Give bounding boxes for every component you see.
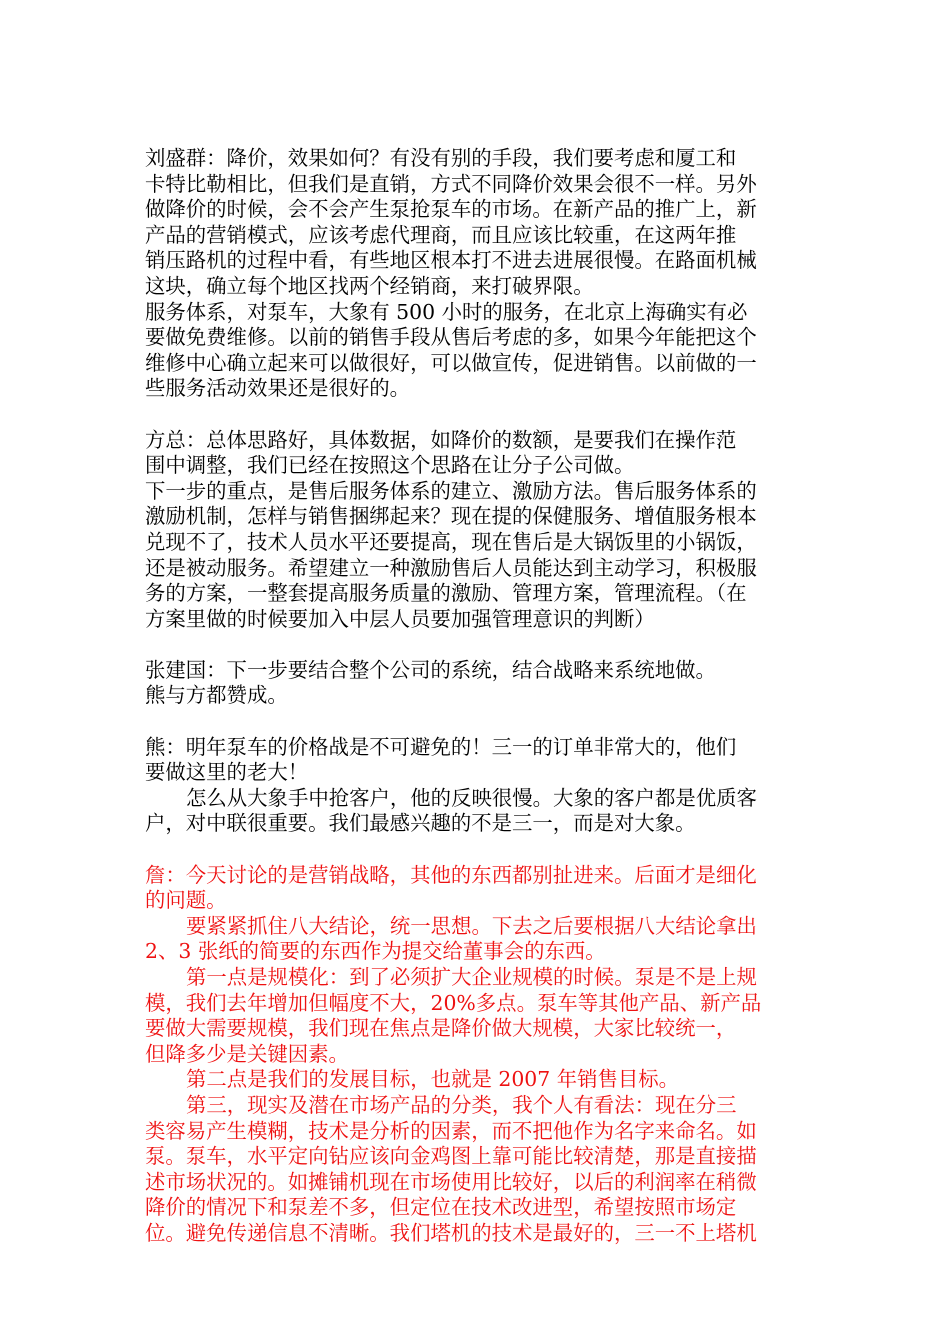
text-line: 销压路机的过程中看，有些地区根本打不进去进展很慢。在路面机械 [145,248,757,273]
text-line: 第一点是规模化：到了必须扩大企业规模的时候。泵是不是上规 [186,965,757,989]
text-line: 卡特比勒相比，但我们是直销，方式不同降价效果会很不一样。另外 [145,171,757,196]
paragraph-liu [145,146,807,402]
text-line: 泵。泵车，水平定向钻应该向金鸡图上靠可能比较清楚，那是直接描 [145,1144,757,1169]
text-line: 詹：今天讨论的是营销战略，其他的东西都别扯进来。后面才是细化 [145,862,757,887]
text-line: 方总：总体思路好，具体数据，如降价的数额，是要我们在操作范 [145,427,737,452]
paragraph-gap [145,402,807,428]
text-line: 降价的情况下和泵差不多，但定位在技术改进型，希望按照市场定 [145,1195,737,1220]
text-line: 类容易产生模糊，技术是分析的因素，而不把他作为名字来命名。如 [145,1118,757,1143]
paragraph-xiong [145,735,807,837]
paragraph-zhan [145,863,807,1247]
text-line: 激励机制，怎样与销售捆绑起来？现在提的保健服务、增值服务根本 [145,504,757,529]
paragraph-gap [145,837,807,863]
text-line: 模，我们去年增加但幅度不大，20%多点。泵车等其他产品、新产品 [145,990,762,1015]
text-line: 位。避免传递信息不清晰。我们塔机的技术是最好的，三一不上塔机 [145,1220,757,1245]
text-line: 要做大需要规模，我们现在焦点是降价做大规模，大家比较统一， [145,1016,737,1041]
text-line: 维修中心确立起来可以做很好，可以做宣传，促进销售。以前做的一 [145,350,757,375]
text-line: 下一步的重点，是售后服务体系的建立、激励方法。售后服务体系的 [145,478,757,503]
text-line: 熊与方都赞成。 [145,683,288,708]
text-line: 熊：明年泵车的价格战是不可避免的！三一的订单非常大的，他们 [145,734,737,759]
text-line: 户，对中联很重要。我们最感兴趣的不是三一，而是对大象。 [145,811,696,836]
text-line: 产品的营销模式，应该考虑代理商，而且应该比较重，在这两年推 [145,222,737,247]
text-line: 服务体系，对泵车，大象有 500 小时的服务，在北京上海确实有必 [145,299,748,324]
text-line: 兑现不了，技术人员水平还要提高，现在售后是大锅饭里的小锅饭， [145,529,757,554]
text-line: 2、3 张纸的简要的东西作为提交给董事会的东西。 [145,939,606,964]
text-line: 要做免费维修。以前的销售手段从售后考虑的多，如果今年能把这个 [145,325,757,350]
text-line: 还是被动服务。希望建立一种激励售后人员能达到主动学习，积极服 [145,555,757,580]
text-line: 围中调整，我们已经在按照这个思路在让分子公司做。 [145,453,635,478]
text-line: 张建国：下一步要结合整个公司的系统，结合战略来系统地做。 [145,657,716,682]
text-line: 第三，现实及潜在市场产品的分类，我个人有看法：现在分三 [186,1092,737,1117]
text-line: 但降多少是关键因素。 [145,1041,349,1066]
paragraph-gap [145,632,807,658]
paragraph-fang [145,428,807,633]
text-line: 述市场状况的。如摊铺机现在市场使用比较好，以后的利润率在稍微 [145,1169,757,1194]
paragraph-zhang [145,658,807,709]
text-line: 做降价的时候，会不会产生泵抢泵车的市场。在新产品的推广上，新 [145,197,757,222]
text-line: 些服务活动效果还是很好的。 [145,376,411,401]
text-line: 务的方案，一整套提高服务质量的激励、管理方案，管理流程。（在 [145,581,747,606]
text-line: 第二点是我们的发展目标，也就是 2007 年销售目标。 [186,1067,680,1092]
text-line: 刘盛群：降价，效果如何？有没有别的手段，我们要考虑和厦工和 [145,146,737,170]
text-line: 这块，确立每个地区找两个经销商，来打破界限。 [145,273,594,298]
text-line: 的问题。 [145,888,227,913]
text-line: 方案里做的时候要加入中层人员要加强管理意识的判断） [145,606,655,631]
text-line: 怎么从大象手中抢客户，他的反映很慢。大象的客户都是优质客 [186,785,757,810]
text-line: 要紧紧抓住八大结论，统一思想。下去之后要根据八大结论拿出 [186,913,757,938]
text-line: 要做这里的老大！ [145,760,309,785]
document-body [145,146,807,1247]
paragraph-gap [145,709,807,735]
